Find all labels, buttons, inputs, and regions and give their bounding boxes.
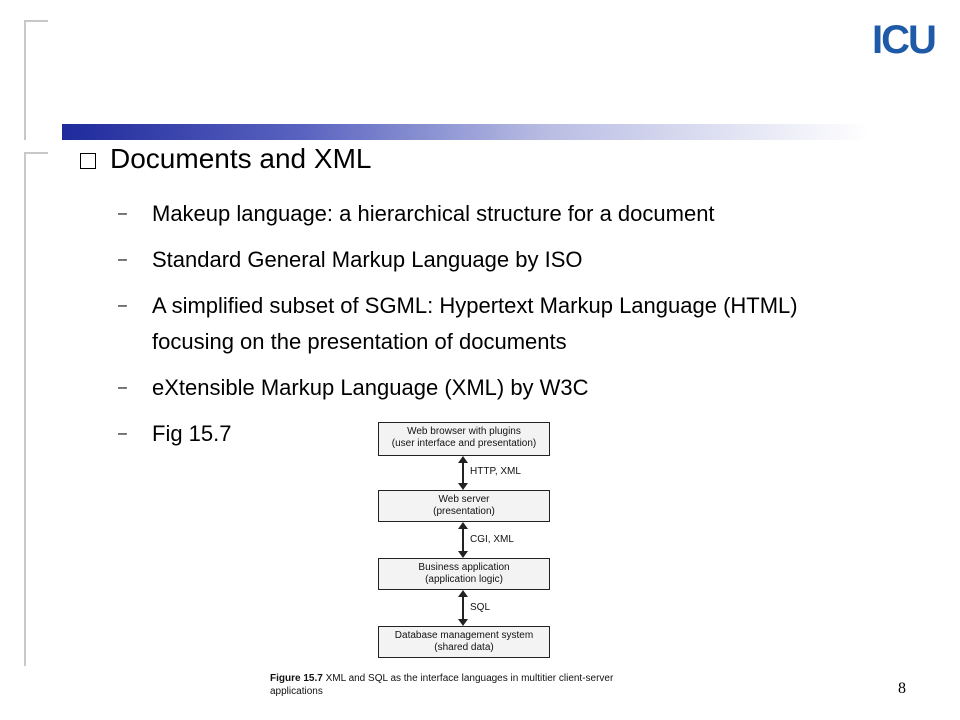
decorative-bracket-bottom — [24, 152, 48, 666]
box-subtitle: (application logic) — [425, 574, 503, 585]
box-subtitle: (shared data) — [434, 642, 494, 653]
box-subtitle: (user interface and presentation) — [391, 438, 537, 449]
figure-15-7 — [262, 416, 658, 706]
diagram-box-web-browser — [378, 422, 550, 456]
dash-bullet-icon: – — [118, 251, 127, 268]
bullet-text: Fig 15.7 — [152, 421, 232, 446]
slide-title: Documents and XML — [110, 143, 372, 174]
bullet-text: Makeup language: a hierarchical structure for a document — [152, 201, 715, 226]
arrow-label: SQL — [470, 602, 491, 613]
list-item — [118, 370, 858, 406]
list-item — [118, 242, 858, 278]
decorative-bracket-top — [24, 20, 48, 140]
arrow-label: CGI, XML — [470, 534, 514, 545]
bidirectional-arrow-icon — [462, 524, 464, 556]
list-item — [118, 196, 858, 232]
title-gradient-rule — [62, 124, 870, 140]
box-title: Web server — [438, 494, 490, 505]
caption-text: XML and SQL as the interface languages in multitier client-server applications — [270, 673, 614, 697]
dash-bullet-icon: – — [118, 297, 127, 314]
caption-label: Figure 15.7 — [270, 673, 323, 684]
list-item — [118, 288, 858, 360]
diagram-box-dbms — [378, 626, 550, 658]
square-bullet-icon — [80, 153, 96, 169]
page-number: 8 — [898, 680, 906, 697]
box-subtitle: (presentation) — [433, 506, 495, 517]
bullet-text: eXtensible Markup Language (XML) by W3C — [152, 375, 589, 400]
bullet-text: Standard General Markup Language by ISO — [152, 247, 583, 272]
bidirectional-arrow-icon — [462, 592, 464, 624]
arrow-label: HTTP, XML — [470, 466, 521, 477]
bullet-text: A simplified subset of SGML: Hypertext Markup Language (HTML) focusing on the presentation of documents — [152, 293, 798, 354]
figure-caption — [270, 672, 650, 698]
slide-title-row — [80, 142, 371, 176]
diagram-box-web-server — [378, 490, 550, 522]
bidirectional-arrow-icon — [462, 458, 464, 488]
dash-bullet-icon: – — [118, 425, 127, 442]
dash-bullet-icon: – — [118, 379, 127, 396]
box-title: Business application — [418, 562, 510, 573]
dash-bullet-icon: – — [118, 205, 127, 222]
diagram-box-business-application — [378, 558, 550, 590]
box-title: Database management system — [394, 630, 534, 641]
icu-logo: ICU — [872, 18, 935, 62]
box-title: Web browser with plugins — [407, 426, 521, 437]
